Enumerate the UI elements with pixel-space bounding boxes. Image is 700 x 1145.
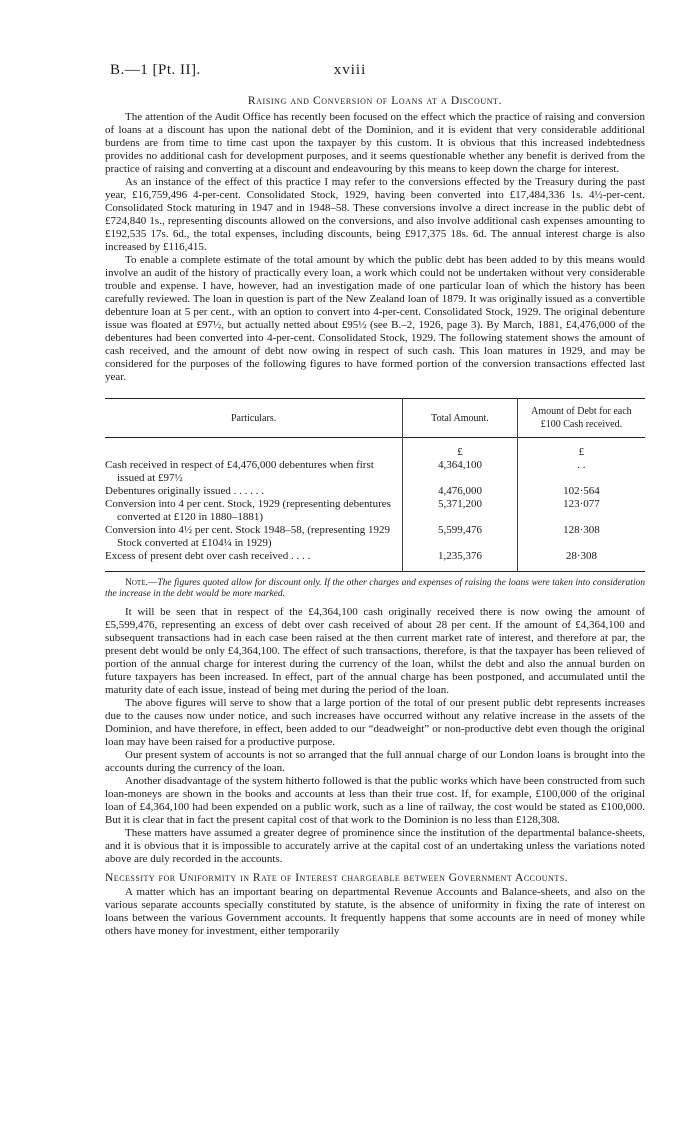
paragraph: A matter which has an important bearing on departmental Revenue Accounts and Balance-sheets, and also on the various separate accounts specially constituted by statute, is the absence of uniformity in fixing the rate of interest on loans between the various Government accounts. It frequently happens that some accounts are in need of money while others have money for investment, either temporarily: [105, 886, 645, 937]
table-row: [105, 550, 645, 572]
paragraph: The attention of the Audit Office has recently been focused on the effect which the practice of raising and conversion of loans at a discount has upon the national debt of the Dominion, and it is evident that very considerable additional burdens are from time to time cast upon the taxpayer by this custom. It is obvious that this increased indebtedness provides no additional cash for development purposes, and it seems questionable whether any benefit is derived from the practice of raising and converting at a discount and endeavouring by this means to keep down the charge for interest.: [105, 111, 645, 175]
table-row: [105, 459, 645, 485]
table-note: [105, 578, 645, 600]
note-text: The figures quoted allow for discount only. If the other charges and expenses of raising the loans were taken into consideration the increase in the debt would be more marked.: [105, 578, 645, 599]
table-cell-particulars: Debentures originally issued . . . . . .: [105, 485, 264, 497]
table-cell-total: 4,476,000: [403, 485, 518, 498]
paragraph: As an instance of the effect of this practice I may refer to the conversions effected by the Treasury during the past year, £16,759,496 4-per-cent. Consolidated Stock, 1929, having been converted into £17,484,336 1s. 4½-per-cent. Consolidated Stock maturing in 1947 and in 1948–58. These conversions involve a direct increase in the public debt of £724,840 1s., representing discounts allowed on the conversions, and also involve additional cash expenses amounting to £192,535 17s. 6d., the total expenses, including discounts, being £917,375 18s. 6d. The annual interest charge is also increased by £116,415.: [105, 176, 645, 253]
column-header-debt: Amount of Debt for each £100 Cash received.: [517, 399, 645, 438]
page-content: [105, 95, 645, 938]
table-cell: [105, 438, 403, 460]
table-cell-debt: . .: [517, 459, 645, 485]
loan-statement-table: [105, 398, 645, 572]
section-heading-interest: Necessity for Uniformity in Rate of Interest chargeable between Government Accounts.: [105, 872, 569, 884]
table-cell-total: 5,371,200: [403, 498, 518, 524]
table-cell-particulars: Conversion into 4½ per cent. Stock 1948–58, (representing 1929 Stock converted at £104¼ in 1929): [105, 524, 391, 549]
paragraph: These matters have assumed a greater degree of prominence since the institution of the departmental balance-sheets, and it is obvious that it is impossible to accurately arrive at the capital cost of an undertaking unless the variations noted above are duly recorded in the accounts.: [105, 827, 645, 865]
table-cell-debt: 102·564: [517, 485, 645, 498]
paragraph: Our present system of accounts is not so arranged that the full annual charge of our London loans is brought into the accounts during the currency of the loan.: [105, 749, 645, 774]
table-cell-total: 1,235,376: [403, 550, 518, 572]
paragraph: The above figures will serve to show that a large portion of the total of our present public debt represents increases due to the causes now under notice, and such increases have occurred without any relative increase in the assets of the Dominion, and have therefore, in effect, been added to our “deadweight” or non-productive debt even though the original loan may have been raised for a productive purpose.: [105, 697, 645, 748]
column-header-particulars: Particulars.: [230, 412, 277, 424]
table-cell-debt: 123·077: [517, 498, 645, 524]
paragraph: Another disadvantage of the system hitherto followed is that the public works which have been constructed from such loan-moneys are shown in the books and accounts at less than their true cost. If, for example, £100,000 of the original loan of £4,364,100 had been expended on a public work, such as a line of railway, the cost would be stated as £100,000. But it is clear that in fact the present capital cost of that work to the Dominion is no less than £128,308.: [105, 775, 645, 826]
table-cell-debt: 28·308: [517, 550, 645, 572]
table-unit-row: [105, 438, 645, 460]
table-cell-particulars: Conversion into 4 per cent. Stock, 1929 (representing debentures converted at £120 in 1880–1881): [105, 498, 391, 523]
table-header-row: [105, 399, 645, 438]
column-header-total: Total Amount.: [403, 399, 518, 438]
table-cell-particulars: Excess of present debt over cash received . . . .: [105, 550, 311, 562]
table-row: [105, 524, 645, 550]
table-cell-total: 5,599,476: [403, 524, 518, 550]
page-number: xviii: [333, 62, 367, 78]
table-row: [105, 498, 645, 524]
table-cell-unit: £: [403, 438, 518, 460]
section-heading-loans: Raising and Conversion of Loans at a Discount.: [247, 95, 503, 107]
table-row: [105, 485, 645, 498]
paragraph: To enable a complete estimate of the total amount by which the public debt has been added to by this means would involve an audit of the history of practically every loan, a work which could not be undertaken without very considerable trouble and expense. I have, however, had an investigation made of one particular loan of which the history has been carefully reviewed. The loan in question is part of the New Zealand loan of 1879. It was originally issued as a convertible debenture loan at 5 per cent., with an option to convert into 4-per-cent. Consolidated Stock, 1929. The original debenture issue was floated at £97½, but actually netted about £95½ (see B.–2, 1926, page 3). By March, 1881, £4,476,000 of the debentures had been converted into 4-per-cent. Consolidated Stock, 1929. The following statement shows the amount of cash received, and the amount of debt now owing in respect of such cash. This loan matures in 1929, and may be considered for the purposes of the following figures to have formed portion of the conversion transactions effected last year.: [105, 254, 645, 383]
table-cell-debt: 128·308: [517, 524, 645, 550]
table-cell-total: 4,364,100: [403, 459, 518, 485]
paragraph: It will be seen that in respect of the £4,364,100 cash originally received there is now owing the amount of £5,599,476, representing an excess of debt over cash received of about 28 per cent. If the amount of £4,364,100 and subsequent transactions had in each case been raised at the then current market rate of interest, and therefore at par, the present debt would be only £4,364,100. The effect of such transactions, therefore, is that the taxpayer has been relieved of portion of the annual charge for interest during the currency of the loan, whilst the debt and also the annual burden on future taxpayers has been increased. In effect, part of the annual charge has been postponed, and accumulated until the maturity date of each issue, instead of being met during the period of the loan.: [105, 606, 645, 696]
table-cell-unit: £: [517, 438, 645, 460]
document-reference: B.—1 [Pt. II].: [110, 62, 201, 78]
table-cell-particulars: Cash received in respect of £4,476,000 debentures when first issued at £97½: [105, 459, 374, 484]
note-label: Note.—: [125, 578, 158, 588]
